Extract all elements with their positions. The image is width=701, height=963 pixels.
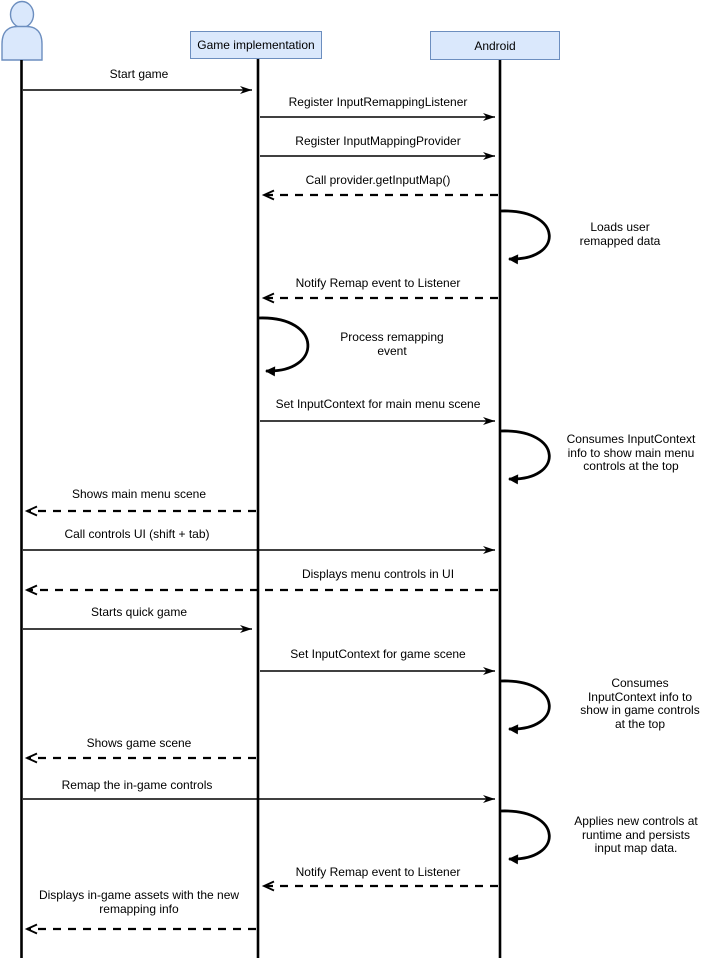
participant-label-game: Game implementation bbox=[197, 38, 315, 52]
message-label-starts-quick-game: Starts quick game bbox=[90, 605, 188, 619]
participant-box-game-implementation[interactable] bbox=[190, 31, 322, 59]
self-loop-consumes-inputcontext-game bbox=[501, 681, 549, 729]
message-label-set-inputcontext-game-scene: Set InputContext for game scene bbox=[290, 647, 466, 661]
message-label-shows-game-scene: Shows game scene bbox=[86, 736, 192, 750]
message-label-set-inputcontext-main-menu: Set InputContext for main menu scene bbox=[275, 397, 481, 411]
self-loop-applies-new-controls bbox=[501, 811, 549, 859]
message-label-notify-remap-event-1: Notify Remap event to Listener bbox=[295, 276, 461, 290]
message-label-call-getinputmap: Call provider.getInputMap() bbox=[305, 173, 451, 187]
message-label-call-controls-ui: Call controls UI (shift + tab) bbox=[64, 527, 210, 541]
message-label-displays-menu-controls: Displays menu controls in UI bbox=[301, 567, 455, 581]
message-label-start-game: Start game bbox=[109, 67, 169, 81]
message-label-register-remapping-listener: Register InputRemappingListener bbox=[288, 95, 468, 109]
loop-label-consumes-inputcontext-main-menu: Consumes InputContext info to show main menu controls at the top bbox=[566, 432, 696, 473]
participant-box-android[interactable] bbox=[430, 31, 560, 60]
self-loop-process-remapping-event bbox=[259, 318, 308, 371]
message-label-displays-ingame-assets: Displays in-game assets with the new remapping info bbox=[38, 888, 240, 916]
self-loop-loads-user-remapped-data bbox=[501, 211, 549, 259]
message-label-notify-remap-event-2: Notify Remap event to Listener bbox=[295, 865, 461, 879]
message-label-register-mapping-provider: Register InputMappingProvider bbox=[295, 134, 461, 148]
user-actor-icon bbox=[2, 2, 42, 61]
loop-label-consumes-inputcontext-game: Consumes InputContext info to show in game controls at the top bbox=[580, 676, 700, 731]
loop-label-loads-user-remapped-data: Loads user remapped data bbox=[579, 220, 661, 248]
message-label-remap-ingame-controls: Remap the in-game controls bbox=[61, 778, 213, 792]
self-loop-consumes-inputcontext-main-menu bbox=[501, 431, 549, 479]
loop-label-process-remapping-event: Process remapping event bbox=[340, 330, 444, 358]
loop-label-applies-new-controls: Applies new controls at runtime and persists input map data. bbox=[574, 814, 698, 855]
message-label-shows-main-menu-scene: Shows main menu scene bbox=[71, 487, 207, 501]
participant-label-android: Android bbox=[474, 38, 516, 53]
